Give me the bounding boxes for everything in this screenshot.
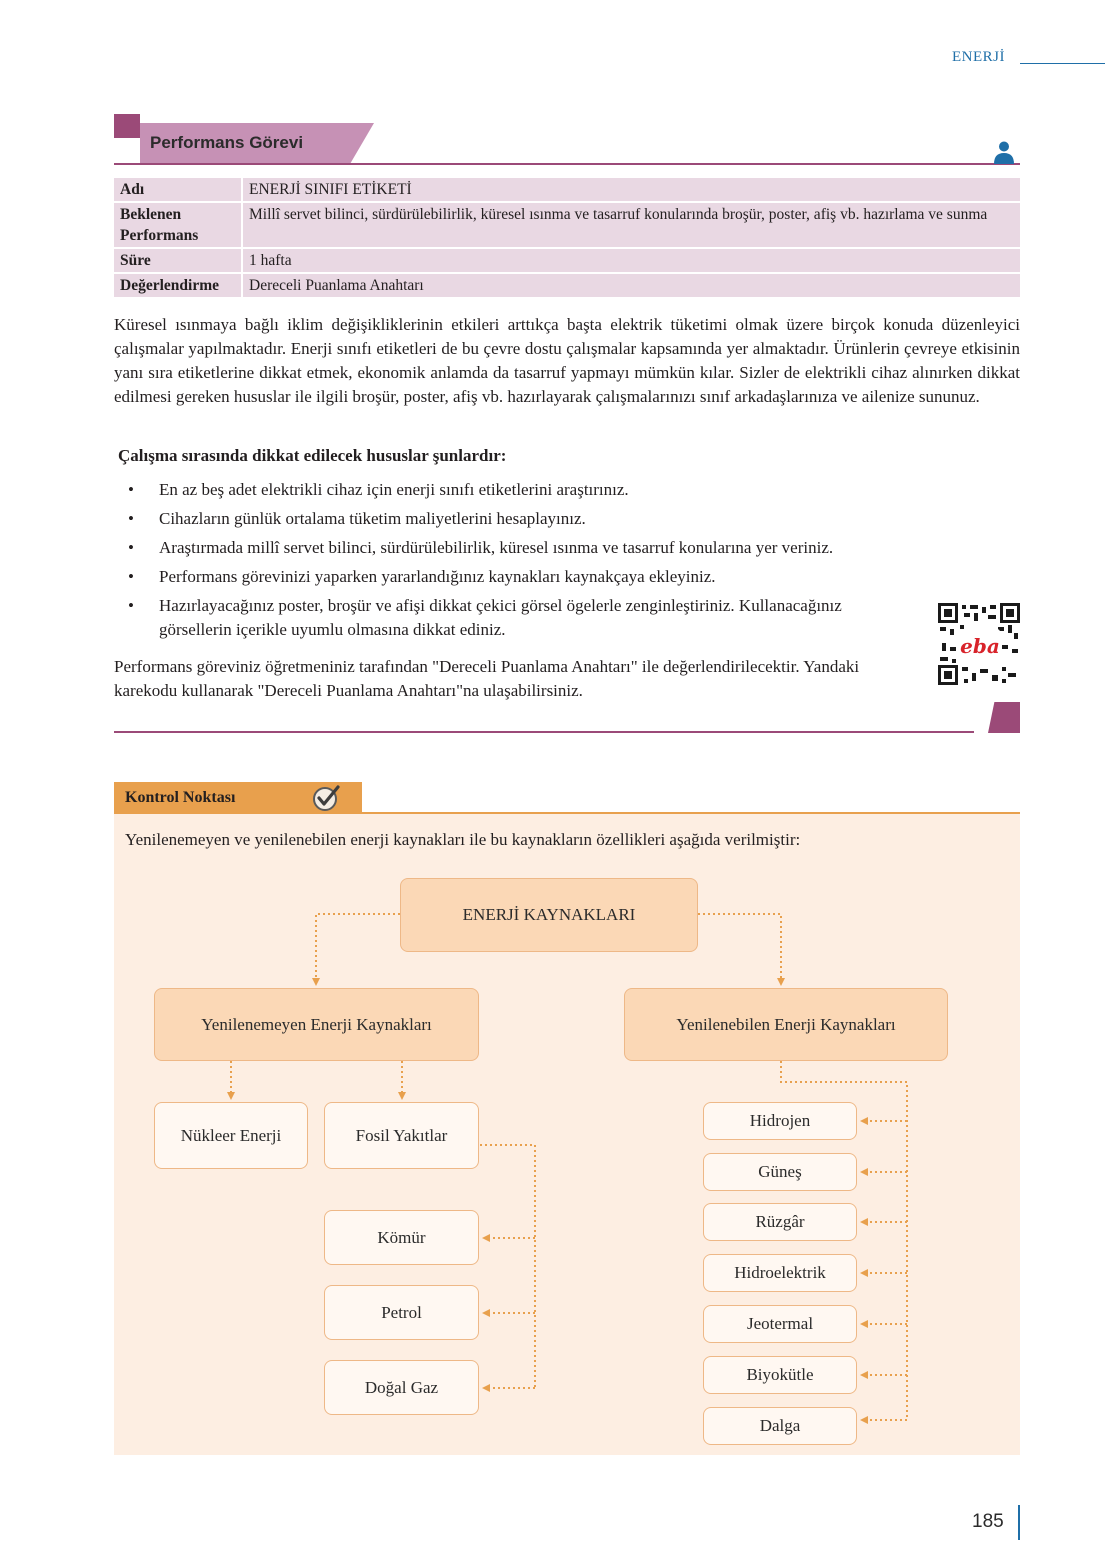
closing-paragraph: Performans göreviniz öğretmeniniz tarafından "Dereceli Puanlama Anahtarı" ile değerlendirilecektir. Yandaki karekodu kullanarak "Dereceli Puanlama Anahtarı"na ulaşabilirsiniz. — [114, 657, 860, 700]
renewable-node: Yenilenebilen Enerji Kaynakları — [624, 988, 948, 1061]
geothermal-node: Jeotermal — [703, 1305, 857, 1343]
row-value: ENERJİ SINIFI ETİKETİ — [241, 178, 1020, 201]
row-key: Beklenen Performans — [114, 203, 241, 247]
table-row — [114, 203, 1020, 247]
section-title: ENERJİ — [952, 49, 1005, 65]
performance-rule — [114, 163, 1020, 165]
person-icon — [992, 140, 1016, 164]
solar-node: Güneş — [703, 1153, 857, 1191]
row-value: Dereceli Puanlama Anahtarı — [241, 274, 1020, 297]
row-key: Süre — [114, 249, 241, 272]
control-point-intro: Yenilenemeyen ve yenilenebilen enerji kaynakları ile bu kaynakların özellikleri aşağıda verilmiştir: — [125, 830, 801, 849]
performance-title: Performans Görevi — [150, 133, 304, 152]
table-row — [114, 249, 1020, 272]
row-key: Adı — [114, 178, 241, 201]
list-item-text: Hazırlayacağınız poster, broşür ve afişi dikkat çekici görsel ögelerle zenginleştiriniz. Kullanacağınız görsellerin içerikle uyumlu olmasına dikkat ediniz. — [159, 596, 842, 639]
table-row — [114, 274, 1020, 297]
control-point-title: Kontrol Noktası — [125, 789, 236, 806]
page-number: 185 — [972, 1511, 1004, 1532]
page-number-rule — [1018, 1505, 1020, 1540]
fossil-fuels-node: Fosil Yakıtlar — [324, 1102, 479, 1169]
performance-info-table — [114, 176, 1020, 299]
row-value: 1 hafta — [241, 249, 1020, 272]
wind-node: Rüzgâr — [703, 1203, 857, 1241]
nuclear-energy-node: Nükleer Enerji — [154, 1102, 308, 1169]
section-end-marker — [988, 702, 1020, 733]
hydrogen-node: Hidrojen — [703, 1102, 857, 1140]
qr-code-icon[interactable] — [938, 603, 1020, 685]
section-divider — [114, 731, 974, 733]
notes-heading: Çalışma sırasında dikkat edilecek hususlar şunlardır: — [118, 446, 507, 465]
intro-paragraph: Küresel ısınmaya bağlı iklim değişikliklerinin etkileri arttıkça başta elektrik tüketimi olmak üzere birçok konuda düzenleyici çalışmalar yapılmaktadır. Enerji sınıfı etiketleri de bu çevre dostu çalışmalar kapsamında yer almaktadır. Ürünlerin çevreye etkisinin yanı sıra etiketlerine dikkat etmek, ekonomik anlamda da tasarruf yapmayı mümkün kılar. Sizler de elektrikli cihaz alınırken dikkat edilmesi gereken hususlar ile ilgili broşür, poster, afiş vb. hazırlayarak çalışmalarınızı sınıf arkadaşlarınıza ve ailenize sununuz. — [114, 315, 1020, 406]
natural-gas-node: Doğal Gaz — [324, 1360, 479, 1415]
list-item: • Performans görevinizi yaparken yararlandığınız kaynakları kaynakçaya ekleyiniz. — [128, 567, 716, 586]
notes-list — [128, 478, 908, 647]
biomass-node: Biyokütle — [703, 1356, 857, 1394]
energy-sources-root-node: ENERJİ KAYNAKLARI — [400, 878, 698, 952]
list-item-text: Cihazların günlük ortalama tüketim maliyetlerini hesaplayınız. — [159, 509, 586, 528]
hydroelectric-node: Hidroelektrik — [703, 1254, 857, 1292]
list-item: • Hazırlayacağınız poster, broşür ve afişi dikkat çekici görsel ögelerle zenginleştiriniz. Kullanacağınız görsellerin içerikle uyumlu olmasına dikkat ediniz. — [128, 596, 842, 639]
list-item: • Araştırmada millî servet bilinci, sürdürülebilirlik, küresel ısınma ve tasarruf konularına yer veriniz. — [128, 538, 834, 557]
qr-logo: eba — [960, 634, 1000, 658]
wave-node: Dalga — [703, 1407, 857, 1445]
table-row — [114, 178, 1020, 201]
coal-node: Kömür — [324, 1210, 479, 1265]
header-rule — [1020, 63, 1105, 64]
list-item-text: Araştırmada millî servet bilinci, sürdürülebilirlik, küresel ısınma ve tasarruf konularına yer veriniz. — [159, 538, 834, 557]
row-key: Değerlendirme — [114, 274, 241, 297]
row-value: Millî servet bilinci, sürdürülebilirlik, küresel ısınma ve tasarruf konularında broşür, poster, afiş vb. hazırlama ve sunma — [241, 203, 1020, 247]
non-renewable-node: Yenilenemeyen Enerji Kaynakları — [154, 988, 479, 1061]
list-item-text: En az beş adet elektrikli cihaz için enerji sınıfı etiketlerini araştırınız. — [159, 480, 629, 499]
control-point-rule — [114, 812, 1020, 814]
section-marker — [114, 114, 140, 138]
checkmark-icon — [311, 784, 341, 812]
list-item-text: Performans görevinizi yaparken yararlandığınız kaynakları kaynakçaya ekleyiniz. — [159, 567, 716, 586]
list-item: • Cihazların günlük ortalama tüketim maliyetlerini hesaplayınız. — [128, 509, 586, 528]
petroleum-node: Petrol — [324, 1285, 479, 1340]
list-item: • En az beş adet elektrikli cihaz için enerji sınıfı etiketlerini araştırınız. — [128, 480, 629, 499]
